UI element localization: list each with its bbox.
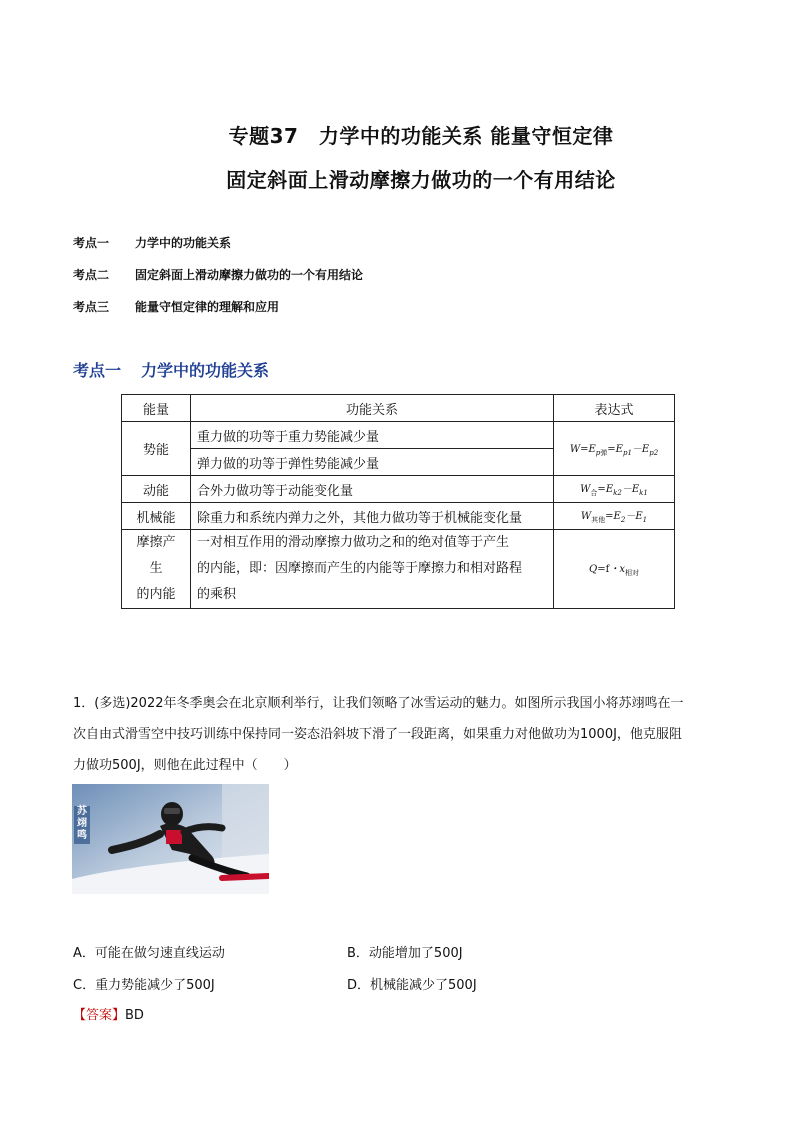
energy-relations-table [121,394,675,609]
table-row [122,503,675,530]
document-subtitle: 固定斜面上滑动摩擦力做功的一个有用结论 [226,168,616,192]
table-row [122,530,675,609]
relation-kinetic: 合外力做功等于动能变化量 [191,476,554,503]
section-heading [73,358,269,381]
photo-caption: 苏翊鸣 [77,806,87,841]
header-formula: 表达式 [554,395,675,422]
row-label-potential: 势能 [122,422,191,476]
formula-friction: Q=f・$x_{相对}$ [554,530,675,609]
topic-list [73,234,363,330]
topic-item [73,298,363,330]
answer-value: BD [125,1008,144,1023]
option-a[interactable]: A．可能在做匀速直线运动 [73,946,225,961]
row-label-mechanical: 机械能 [122,503,191,530]
relation-elastic: 弹力做的功等于弹性势能减少量 [191,449,554,476]
row-label-kinetic: 动能 [122,476,191,503]
topic-text: 力学中的功能关系 [135,236,232,250]
snowboarder-photo [72,784,269,894]
table-row [122,476,675,503]
relation-mechanical: 除重力和系统内弹力之外，其他力做功等于机械能变化量 [191,503,554,530]
option-c[interactable]: C．重力势能减少了500J [73,978,215,993]
relation-gravity: 重力做的功等于重力势能减少量 [191,422,554,449]
table-header-row [122,395,675,422]
topic-text: 能量守恒定律的理解和应用 [135,300,280,314]
row-label-friction: 摩擦产 生 的内能 [122,530,191,609]
formula-potential: $W=E_{p弹}=E_{p1}-E_{p2}$ [554,422,675,476]
topic-key: 考点一 [73,236,110,250]
section-text: 力学中的功能关系 [141,361,270,380]
formula-kinetic: $W_合=E_{k2}-E_{k1}$ [554,476,675,503]
topic-item [73,266,363,298]
question-text: 1．(多选)2022年冬季奥会在北京顺利举行，让我们领略了冰雪运动的魅力。如图所示我国小将苏翊鸣在一 次自由式滑雪空中技巧训练中保持同一姿态沿斜坡下滑了一段距离，如果重力对他做功为1000J，他克服阻 力做功500J，则他在此过程中（ ） [73,696,684,773]
section-key: 考点一 [73,361,122,380]
topic-text: 固定斜面上滑动摩擦力做功的一个有用结论 [135,268,364,282]
option-b[interactable]: B．动能增加了500J [347,946,463,961]
document-title: 专题37 力学中的功能关系 能量守恒定律 [228,124,614,148]
option-d[interactable]: D．机械能减少了500J [347,978,477,993]
topic-key: 考点二 [73,268,110,282]
answer [73,1004,144,1023]
relation-friction: 一对相互作用的滑动摩擦力做功之和的绝对值等于产生 的内能，即：因摩擦而产生的内能等于摩擦力和相对路程 的乘积 [191,530,554,609]
table-row [122,422,675,449]
answer-label: 【答案】 [73,1008,126,1023]
topic-item [73,234,363,266]
header-energy: 能量 [122,395,191,422]
formula-mechanical: $W_{其他}=E_2-E_1$ [554,503,675,530]
topic-key: 考点三 [73,300,110,314]
header-relation: 功能关系 [191,395,554,422]
